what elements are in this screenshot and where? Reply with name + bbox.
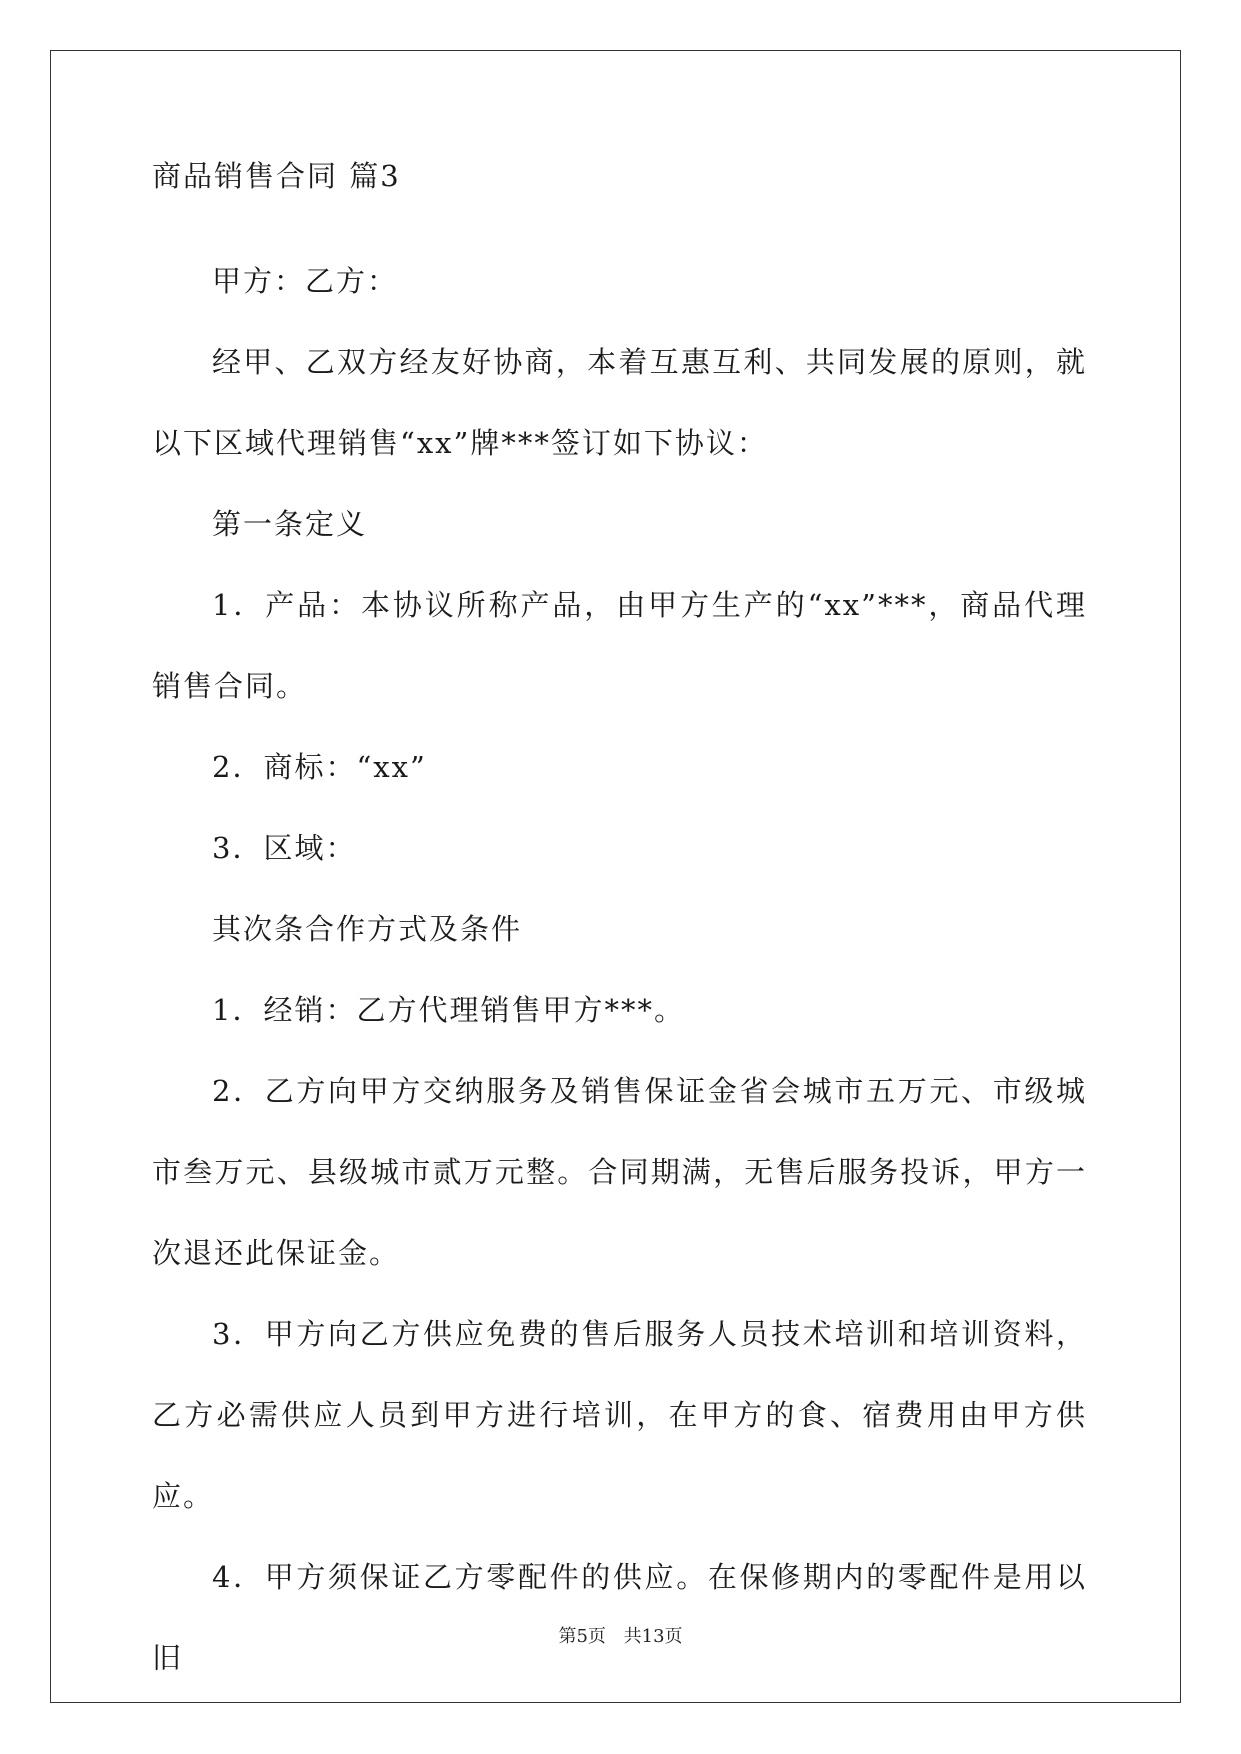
paragraph-preamble: 经甲、乙双方经友好协商，本着互惠互利、共同发展的原则，就以下区域代理销售“xx”牌***签订如下协议：	[152, 345, 1087, 460]
page-number-total: 共13页	[623, 1626, 683, 1647]
document-title: 商品销售合同 篇3	[152, 159, 401, 193]
paragraph-distribution: 1．经销：乙方代理销售甲方***。	[212, 993, 685, 1027]
page-footer	[0, 1622, 1241, 1648]
paragraph-product: 1．产品：本协议所称产品，由甲方生产的“xx”***，商品代理销售合同。	[152, 588, 1087, 703]
paragraph-parties: 甲方：乙方：	[212, 264, 399, 298]
paragraph-region: 3．区域：	[212, 831, 357, 865]
paragraph-parts-supply: 4．甲方须保证乙方零配件的供应。在保修期内的零配件是用以旧	[152, 1560, 1087, 1675]
paragraph-training: 3．甲方向乙方供应免费的售后服务人员技术培训和培训资料，乙方必需供应人员到甲方进行培训，在甲方的食、宿费用由甲方供应。	[152, 1317, 1087, 1513]
paragraph-deposit: 2．乙方向甲方交纳服务及销售保证金省会城市五万元、市级城市叁万元、县级城市贰万元整。合同期满，无售后服务投诉，甲方一次退还此保证金。	[152, 1074, 1087, 1270]
document-body	[152, 160, 1087, 1699]
section-heading-cooperation: 其次条合作方式及条件	[212, 912, 523, 946]
paragraph-trademark: 2．商标：“xx”	[212, 750, 427, 784]
section-heading-definitions: 第一条定义	[212, 507, 368, 541]
page-number-current: 第5页	[558, 1626, 606, 1647]
